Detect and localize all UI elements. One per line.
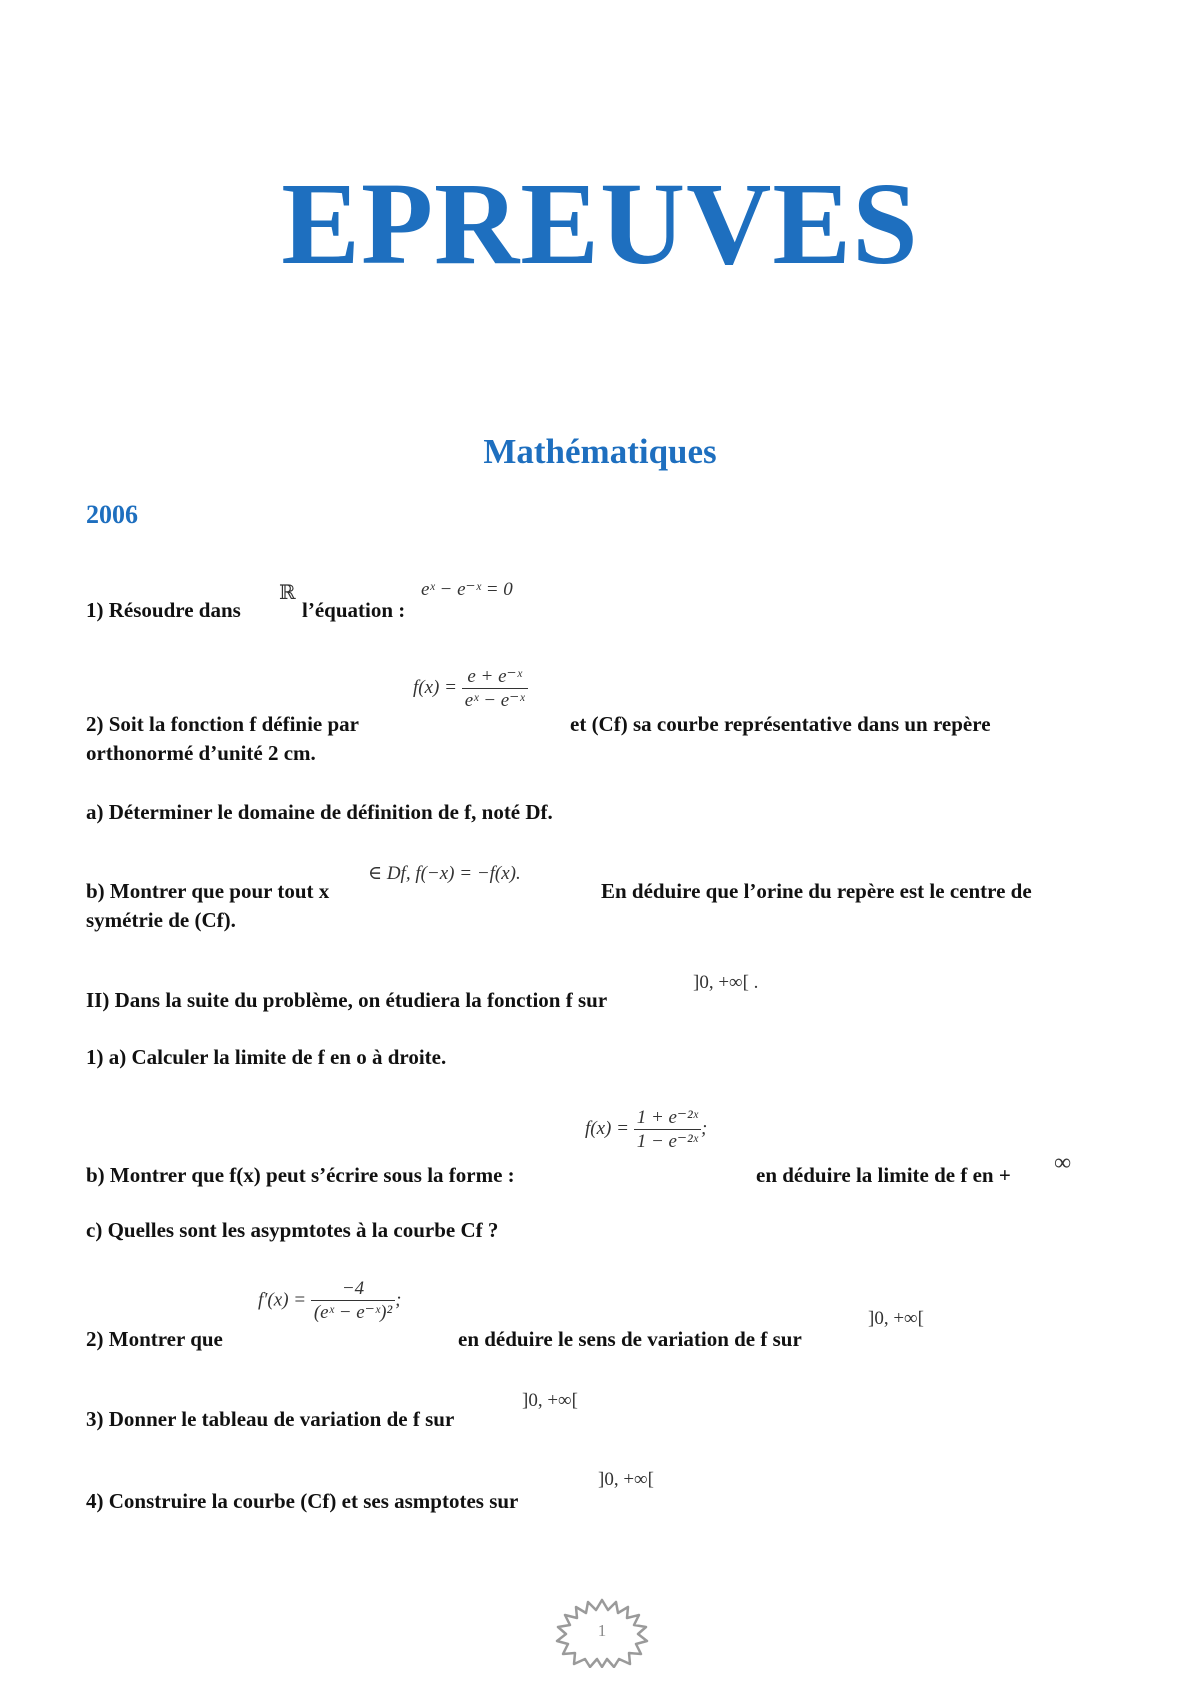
question-2-text-2: et (Cf) sa courbe représentative dans un repère [570,712,991,736]
part-2-question-1a: 1) a) Calculer la limite de f en o à droite. [86,1045,447,1069]
part-2-question-1c: c) Quelles sont les asypmtotes à la courbe Cf ? [86,1218,499,1242]
part-2-question-1b-text: b) Montrer que f(x) peut s’écrire sous la forme : [86,1163,515,1187]
question-2b-math: ∈ Df, f(−x) = −f(x). [368,863,521,884]
part-2-question-2-interval: ]0, +∞[ [868,1308,924,1329]
real-numbers-symbol: ℝ [279,582,296,604]
alt-form-lhs: f(x) = [585,1117,629,1139]
page-number: 1 [597,1621,607,1640]
part-2-question-4-interval: ]0, +∞[ [598,1469,654,1490]
question-2b-line-2: symétrie de (Cf). [86,908,236,932]
function-lhs: f(x) = [413,676,457,698]
part-2-question-4-text: 4) Construire la courbe (Cf) et ses asmptotes sur [86,1489,519,1513]
question-2a: a) Déterminer le domaine de définition de f, noté Df. [86,800,553,824]
equation-1: eˣ − e⁻ˣ = 0 [421,579,513,600]
derivative-formula [258,1278,401,1324]
question-2b-text: b) Montrer que pour tout x [86,879,330,903]
part-2-interval: ]0, +∞[ . [693,972,759,993]
alt-form-tail: ; [701,1117,708,1139]
part-2-question-1b-text-2: en déduire la limite de f en + [756,1163,1011,1187]
document-title: EPREUVES [281,158,919,289]
alt-form-numerator: 1 + e⁻²ˣ [636,1107,699,1128]
function-denominator: eˣ − e⁻ˣ [462,688,528,712]
function-definition [413,665,528,712]
question-1-text-2: l’équation : [302,598,406,622]
question-2b-text-2: En déduire que l’orine du repère est le centre de [601,879,1032,903]
question-2-line-2: orthonormé d’unité 2 cm. [86,741,316,765]
derivative-denominator: (eˣ − e⁻ˣ)² [311,1300,395,1324]
function-alt-form [585,1106,707,1153]
question-1-text: 1) Résoudre dans [86,598,241,622]
derivative-fraction [311,1278,395,1324]
part-2-question-2-text-2: en déduire le sens de variation de f sur [458,1327,802,1351]
function-fraction [462,665,528,712]
question-2-text: 2) Soit la fonction f définie par [86,712,359,736]
question-1 [86,598,241,623]
derivative-tail: ; [395,1289,402,1311]
infinity-symbol: ∞ [1054,1150,1072,1176]
alt-form-fraction [634,1106,701,1153]
part-2-intro: II) Dans la suite du problème, on étudiera la fonction f sur [86,988,608,1012]
derivative-lhs: f′(x) = [258,1289,307,1311]
year-heading: 2006 [86,500,138,529]
part-2-question-3-interval: ]0, +∞[ [522,1390,578,1411]
alt-form-denominator: 1 − e⁻²ˣ [634,1129,701,1153]
function-numerator: e + e⁻ˣ [467,666,522,687]
part-2-question-2-text: 2) Montrer que [86,1327,223,1351]
part-2-question-3-text: 3) Donner le tableau de variation de f sur [86,1407,455,1431]
subject-heading: Mathématiques [483,432,717,471]
derivative-numerator: −4 [341,1278,365,1299]
